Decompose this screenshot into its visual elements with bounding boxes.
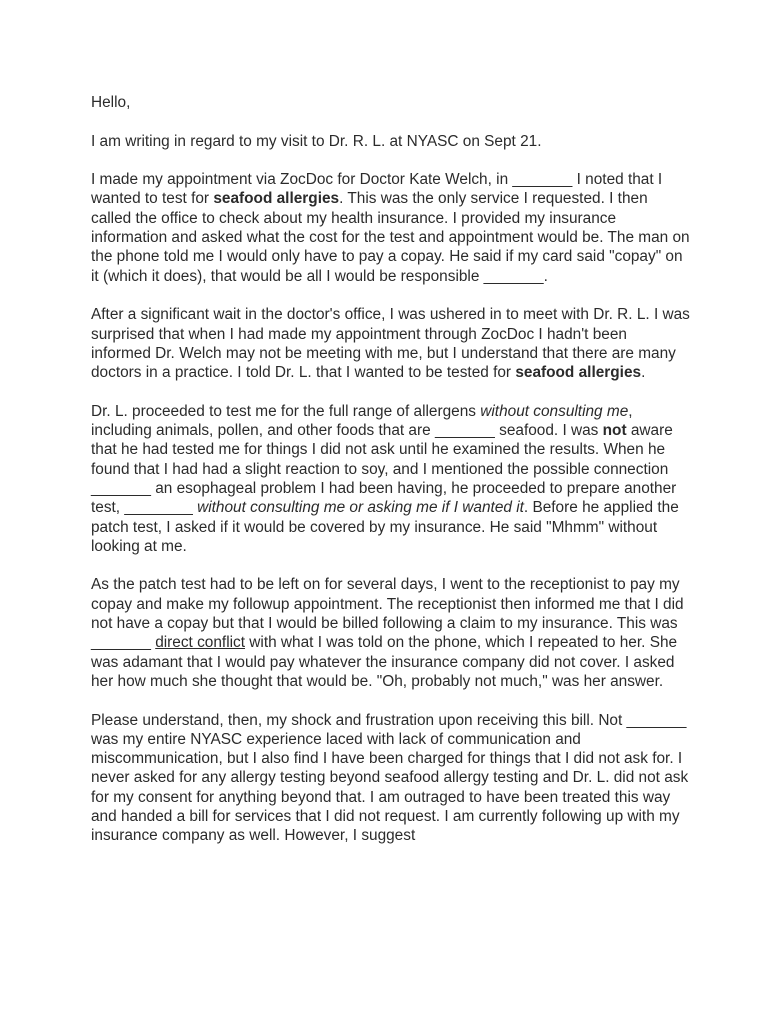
greeting: Hello, <box>91 94 131 111</box>
italic-text: without consulting me or asking me if I wanted it <box>197 499 524 517</box>
text-run: I am writing in regard to my visit to Dr. R. L. at NYASC on Sept 21. <box>91 132 542 150</box>
italic-text: without consulting me <box>480 402 629 420</box>
underlined-text: direct conflict <box>155 634 246 652</box>
letter-body <box>91 93 691 865</box>
paragraph <box>91 575 691 691</box>
text-run: As the patch test had to be left on for several days, I went to the receptionist to pay my copay and make my followup appointment. The receptionist then informed me that I did not have a copay but that I would be billed following a claim to my insurance. This was _______ <box>91 576 684 652</box>
text-run: aware that he had tested me for things I did not ask until he examined the results. When he found that I had had a slight reaction to soy, and I mentioned the possible connection _______ an esophageal problem I had been having, he proceeded to prepare another test, ________ <box>91 422 677 517</box>
text-run: , including animals, pollen, and other foods that are _______ seafood. I was <box>91 402 633 440</box>
text-run: . This was the only service I requested. I then called the office to check about my health insurance. I provided my insurance information and asked what the cost for the test and appointment would be. The man on the phone told me I would only have to pay a copay. He said if my card said "copay" on it (which it does), that would be all I would be responsible _______. <box>91 190 690 285</box>
paragraph <box>91 170 691 286</box>
text-run: Dr. L. proceeded to test me for the full range of allergens <box>91 402 481 420</box>
text-run: After a significant wait in the doctor's office, I was ushered in to meet with Dr. R. L. I was surprised that when I had made my appointment through ZocDoc I hadn't been informed Dr. Welch may not be meeting with me, but I understand that there are many doctors in a practice. I told Dr. L. that I wanted to be tested for <box>91 306 690 382</box>
paragraph <box>91 132 691 151</box>
paragraph <box>91 402 691 556</box>
text-run: . Before he applied the patch test, I asked if it would be covered by my insurance. He said "Mhmm" without looking at me. <box>91 499 679 555</box>
text-run: Please understand, then, my shock and frustration upon receiving this bill. Not _______ was my entire NYASC experience laced with lack of communication and miscommunication, but I also find I have been charged for things that I did not ask for. I never asked for any allergy testing beyond seafood allergy testing and Dr. L. did not ask for my consent for anything beyond that. I am outraged to have been treated this way and handed a bill for services that I did not request. I am currently following up with my insurance company as well. However, I suggest <box>91 711 689 845</box>
text-run: . <box>641 364 646 382</box>
bold-text: seafood allergies <box>213 190 340 208</box>
text-run: with what I was told on the phone, which I repeated to her. She was adamant that I would pay whatever the insurance company did not cover. I asked her how much she thought that would be. "Oh, probably not much," was her answer. <box>91 634 678 690</box>
letter-paragraphs <box>91 132 691 846</box>
text-run: I made my appointment via ZocDoc for Doctor Kate Welch, in _______ I noted that I wanted to test for <box>91 171 663 208</box>
bold-text: seafood allergies <box>515 364 642 382</box>
paragraph <box>91 305 691 382</box>
paragraph <box>91 711 691 846</box>
bold-text: not <box>602 422 627 440</box>
